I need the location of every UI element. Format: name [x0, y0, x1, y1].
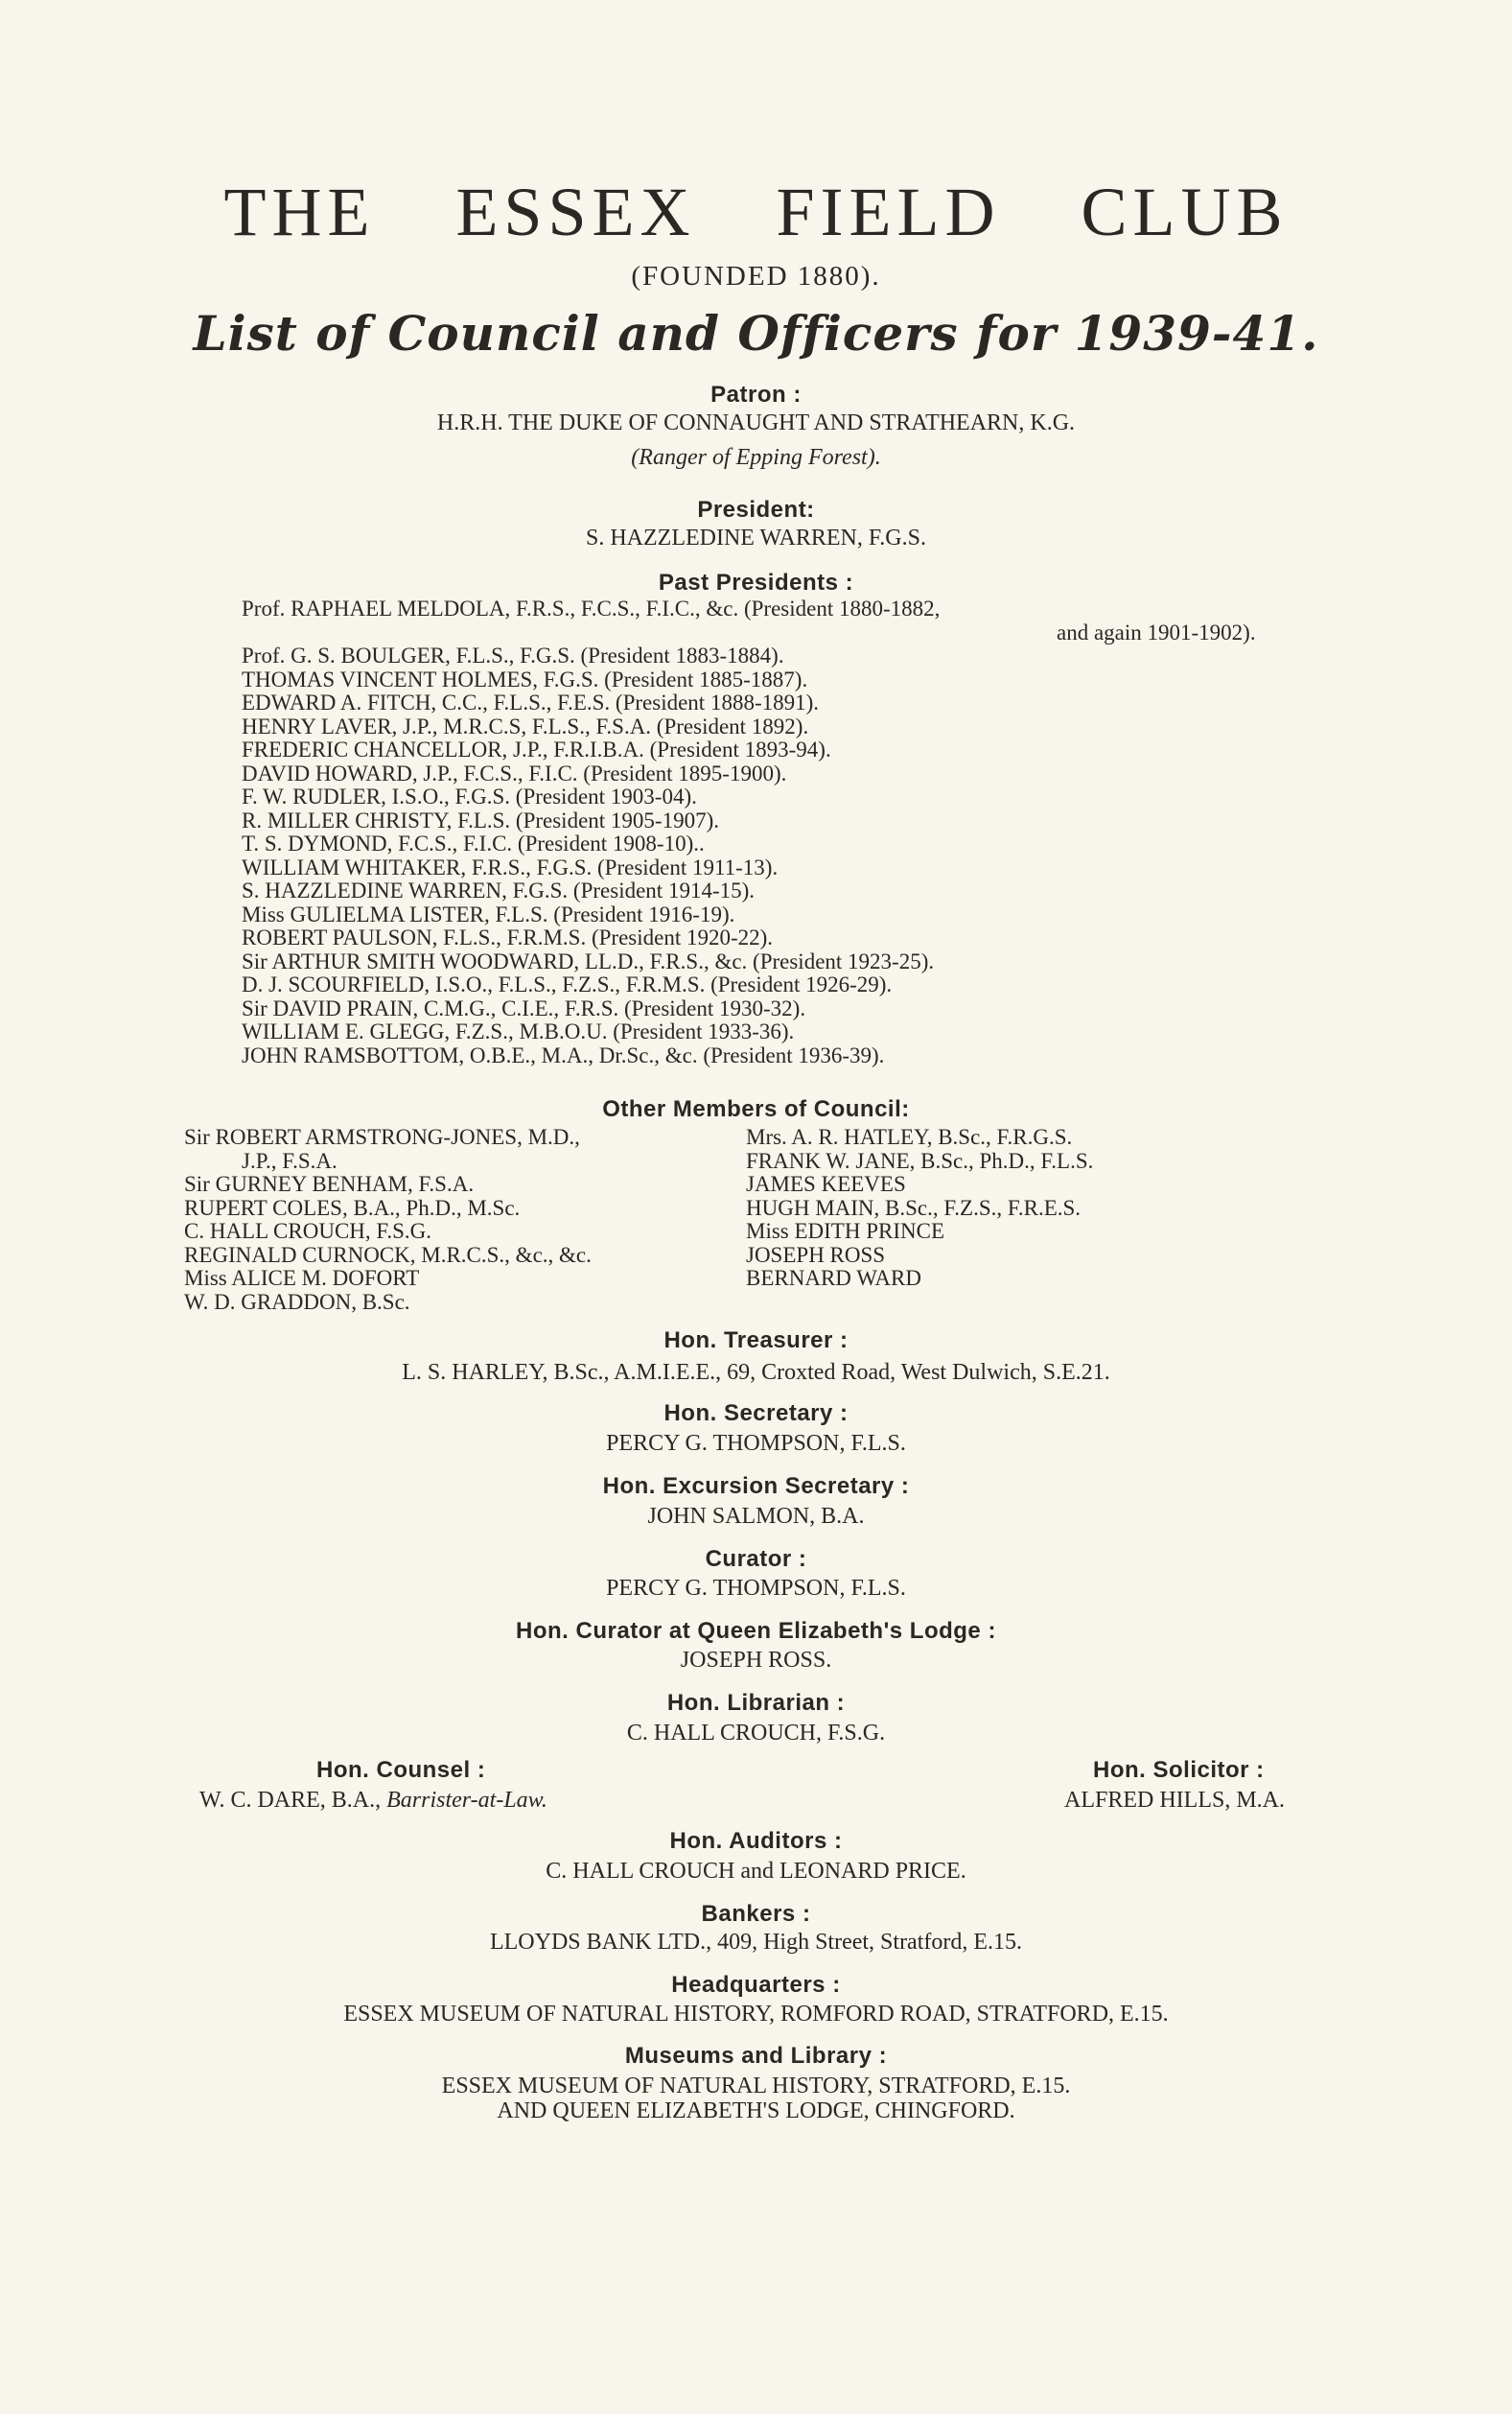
list-item: C. HALL CROUCH, F.S.G. [184, 1219, 432, 1243]
librarian-heading: Hon. Librarian : [666, 1690, 846, 1716]
excursion-secretary-name: JOHN SALMON, B.A. [647, 1504, 865, 1529]
bankers-name: LLOYDS BANK LTD., 409, High Street, Stratford, E.15. [489, 1930, 1023, 1955]
patron-heading: Patron : [710, 382, 802, 408]
list-item: D. J. SCOURFIELD, I.S.O., F.L.S., F.Z.S., F.R.M.S. (President 1926-29). [242, 973, 893, 996]
list-item: RUPERT COLES, B.A., Ph.D., M.Sc. [184, 1195, 521, 1220]
list-item: REGINALD CURNOCK, M.R.C.S., &c., &c. [184, 1242, 592, 1267]
museums-line-1: ESSEX MUSEUM OF NATURAL HISTORY, STRATFORD, E.15. [441, 2074, 1071, 2098]
secretary-heading: Hon. Secretary : [663, 1400, 849, 1426]
council-right-column [746, 1126, 1093, 1291]
club-title [0, 173, 1512, 252]
bankers-heading: Bankers : [701, 1901, 811, 1927]
list-item: DAVID HOWARD, J.P., F.C.S., F.I.C. (President 1895-1900). [242, 761, 787, 785]
headquarters-name: ESSEX MUSEUM OF NATURAL HISTORY, ROMFORD ROAD, STRATFORD, E.15. [343, 2002, 1169, 2027]
list-item: S. HAZZLEDINE WARREN, F.G.S. (President 1914-15). [242, 879, 756, 902]
council-heading: Other Members of Council: [602, 1096, 910, 1122]
list-item: Mrs. A. R. HATLEY, B.Sc., F.R.G.S. [746, 1125, 1073, 1149]
list-item: and again 1901-1902). [1057, 620, 1256, 645]
list-item: HENRY LAVER, J.P., M.R.C.S, F.L.S., F.S.A. (President 1892). [242, 714, 809, 738]
title-word: THE [223, 174, 376, 250]
president-name: S. HAZZLEDINE WARREN, F.G.S. [586, 526, 926, 551]
list-item: Sir DAVID PRAIN, C.M.G., C.I.E., F.R.S. (President 1930-32). [242, 996, 806, 1020]
list-item: JOHN RAMSBOTTOM, O.B.E., M.A., Dr.Sc., &c. (President 1936-39). [242, 1043, 885, 1067]
founded-line: (FOUNDED 1880). [631, 261, 881, 292]
list-item: Sir ROBERT ARMSTRONG-JONES, M.D., [184, 1125, 580, 1149]
list-item: Miss ALICE M. DOFORT [184, 1266, 420, 1290]
counsel-name [199, 1788, 547, 1814]
list-item: FREDERIC CHANCELLOR, J.P., F.R.I.B.A. (President 1893-94). [242, 738, 831, 762]
list-item: W. D. GRADDON, B.Sc. [184, 1289, 410, 1314]
list-item: BERNARD WARD [746, 1266, 921, 1290]
list-item: Miss GULIELMA LISTER, F.L.S. (President 1916-19). [242, 902, 735, 926]
counsel-title: Barrister-at-Law. [386, 1788, 547, 1813]
list-item: Prof. RAPHAEL MELDOLA, F.R.S., F.C.S., F.I.C., &c. (President 1880-1882, [242, 597, 941, 621]
museums-line-2: AND QUEEN ELIZABETH'S LODGE, CHINGFORD. [497, 2098, 1015, 2123]
list-item: JAMES KEEVES [746, 1172, 906, 1196]
list-item: HUGH MAIN, B.Sc., F.Z.S., F.R.E.S. [746, 1195, 1082, 1220]
list-item: T. S. DYMOND, F.C.S., F.I.C. (President 1908-10).. [242, 832, 705, 855]
counsel-name-text: W. C. DARE, B.A., [199, 1788, 382, 1813]
list-item: Prof. G. S. BOULGER, F.L.S., F.G.S. (President 1883-1884). [242, 644, 784, 668]
list-item: Miss EDITH PRINCE [746, 1219, 945, 1243]
treasurer-name: L. S. HARLEY, B.Sc., A.M.I.E.E., 69, Croxted Road, West Dulwich, S.E.21. [402, 1360, 1110, 1385]
treasurer-heading: Hon. Treasurer : [663, 1327, 849, 1353]
document-subtitle: List of Council and Officers for 1939-41. [193, 305, 1319, 362]
auditors-name: C. HALL CROUCH and LEONARD PRICE. [546, 1859, 966, 1884]
curator-heading: Curator : [705, 1546, 807, 1572]
librarian-name: C. HALL CROUCH, F.S.G. [626, 1721, 886, 1746]
president-heading: President: [697, 497, 815, 523]
lodge-curator-heading: Hon. Curator at Queen Elizabeth's Lodge : [516, 1618, 996, 1644]
list-item: Sir ARTHUR SMITH WOODWARD, LL.D., F.R.S., &c. (President 1923-25). [242, 949, 935, 973]
title-word: ESSEX [455, 174, 696, 250]
list-item: ROBERT PAULSON, F.L.S., F.R.M.S. (President 1920-22). [242, 926, 774, 949]
patron-name: H.R.H. THE DUKE OF CONNAUGHT AND STRATHEARN, K.G. [436, 410, 1076, 435]
patron-note: (Ranger of Epping Forest). [631, 445, 881, 470]
title-word: FIELD [776, 174, 1001, 250]
list-item: F. W. RUDLER, I.S.O., F.G.S. (President 1903-04). [242, 785, 697, 809]
list-item: WILLIAM E. GLEGG, F.Z.S., M.B.O.U. (President 1933-36). [242, 1020, 795, 1043]
past-presidents-list [242, 598, 1256, 1067]
headquarters-heading: Headquarters : [671, 1972, 841, 1998]
title-word: CLUB [1081, 174, 1289, 250]
solicitor-name: ALFRED HILLS, M.A. [1064, 1788, 1286, 1813]
list-item: Sir GURNEY BENHAM, F.S.A. [184, 1172, 475, 1196]
past-presidents-heading: Past Presidents : [658, 570, 854, 596]
list-item: R. MILLER CHRISTY, F.L.S. (President 1905-1907). [242, 808, 719, 832]
solicitor-heading: Hon. Solicitor : [1093, 1757, 1265, 1783]
lodge-curator-name: JOSEPH ROSS. [680, 1648, 832, 1673]
museums-heading: Museums and Library : [624, 2043, 888, 2069]
list-item: EDWARD A. FITCH, C.C., F.L.S., F.E.S. (President 1888-1891). [242, 691, 820, 715]
list-item: JOSEPH ROSS [746, 1242, 886, 1267]
secretary-name: PERCY G. THOMPSON, F.L.S. [606, 1431, 906, 1456]
excursion-secretary-heading: Hon. Excursion Secretary : [602, 1473, 910, 1499]
list-item: FRANK W. JANE, B.Sc., Ph.D., F.L.S. [746, 1148, 1094, 1173]
auditors-heading: Hon. Auditors : [669, 1828, 843, 1854]
list-item: J.P., F.S.A. [242, 1148, 337, 1173]
counsel-heading: Hon. Counsel : [316, 1757, 486, 1783]
list-item: WILLIAM WHITAKER, F.R.S., F.G.S. (President 1911-13). [242, 855, 779, 879]
curator-name: PERCY G. THOMPSON, F.L.S. [606, 1576, 906, 1601]
council-left-column [184, 1126, 592, 1314]
list-item: THOMAS VINCENT HOLMES, F.G.S. (President 1885-1887). [242, 667, 808, 691]
